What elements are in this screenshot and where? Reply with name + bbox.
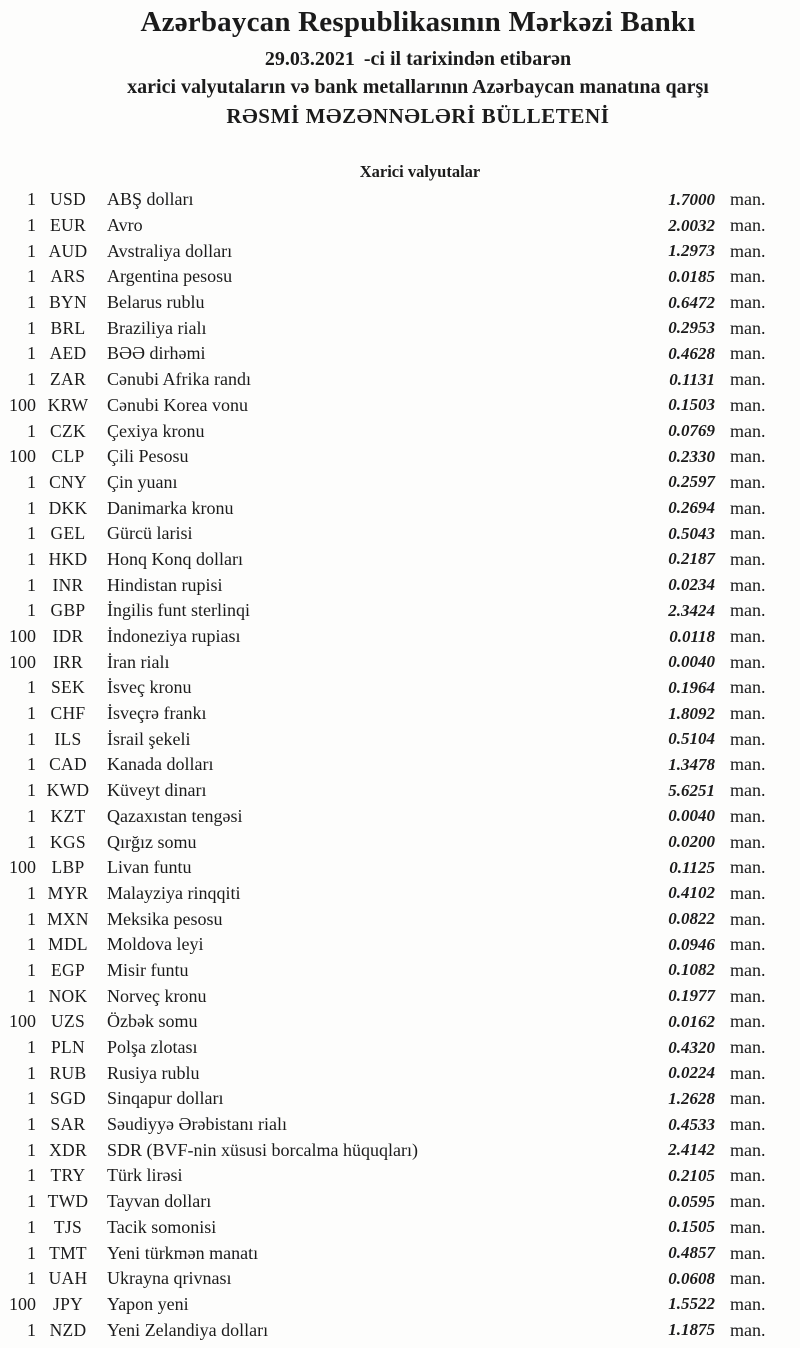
currency-quantity: 1 <box>27 420 36 441</box>
table-row <box>0 1086 800 1112</box>
section-title-foreign-currencies: Xarici valyutalar <box>359 162 481 181</box>
rate-unit: man. <box>730 831 766 852</box>
currency-rate: 1.3478 <box>668 754 715 774</box>
currency-name: Honq Konq dolları <box>107 548 243 569</box>
currency-quantity: 1 <box>27 548 36 569</box>
currency-code: KZT <box>50 805 86 826</box>
currency-name: Malayziya rinqqiti <box>107 882 241 903</box>
currency-name: SDR (BVF-nin xüsusi borcalma hüquqları) <box>107 1139 418 1160</box>
table-row <box>0 804 800 830</box>
currency-rate: 1.1875 <box>668 1320 715 1340</box>
table-row <box>0 983 800 1009</box>
currency-code: NZD <box>49 1319 87 1340</box>
currency-name: Gürcü larisi <box>107 523 193 544</box>
rate-unit: man. <box>730 626 766 647</box>
currency-code: KWD <box>46 780 90 801</box>
currency-quantity: 1 <box>27 497 36 518</box>
currency-code: GEL <box>50 523 86 544</box>
currency-quantity: 100 <box>9 626 36 647</box>
rate-unit: man. <box>730 548 766 569</box>
currency-code: XDR <box>49 1139 87 1160</box>
currency-name: Cənubi Afrika randı <box>107 369 251 390</box>
rate-unit: man. <box>730 523 766 544</box>
table-row <box>0 1215 800 1241</box>
currency-name: Çili Pesosu <box>107 446 189 467</box>
currency-quantity: 1 <box>27 292 36 313</box>
currency-quantity: 100 <box>9 651 36 672</box>
currency-name: Çin yuanı <box>107 471 178 492</box>
table-row <box>0 444 800 470</box>
rate-unit: man. <box>730 1191 766 1212</box>
rate-unit: man. <box>730 394 766 415</box>
currency-rate: 0.0224 <box>668 1063 715 1083</box>
currency-name: Tacik somonisi <box>107 1216 217 1237</box>
currency-name: Yeni Zelandiya dolları <box>107 1319 269 1340</box>
rate-unit: man. <box>730 471 766 492</box>
currency-name: Kanada dolları <box>107 754 214 775</box>
rate-unit: man. <box>730 1037 766 1058</box>
currency-quantity: 1 <box>27 317 36 338</box>
currency-quantity: 1 <box>27 805 36 826</box>
currency-name: Avstraliya dolları <box>107 240 233 261</box>
table-row <box>0 1009 800 1035</box>
table-row <box>0 290 800 316</box>
currency-name: İsrail şekeli <box>107 728 191 749</box>
currency-name: Cənubi Korea vonu <box>107 394 248 415</box>
rate-unit: man. <box>730 240 766 261</box>
table-row <box>0 1060 800 1086</box>
currency-code: AED <box>49 343 87 364</box>
table-row <box>0 829 800 855</box>
currency-rate: 0.1125 <box>669 857 715 877</box>
currency-quantity: 1 <box>27 523 36 544</box>
currency-quantity: 1 <box>27 908 36 929</box>
currency-rate: 0.6472 <box>668 292 715 312</box>
currency-quantity: 1 <box>27 1216 36 1237</box>
effective-date-line <box>18 48 800 71</box>
currency-quantity: 1 <box>27 343 36 364</box>
currency-name: Polşa zlotası <box>107 1037 198 1058</box>
rate-unit: man. <box>730 497 766 518</box>
currency-quantity: 1 <box>27 1191 36 1212</box>
currency-code: INR <box>52 574 84 595</box>
currency-code: GBP <box>50 600 86 621</box>
currency-rate: 0.1082 <box>668 960 715 980</box>
currency-name: Tayvan dolları <box>107 1191 212 1212</box>
currency-code: UAH <box>48 1268 88 1289</box>
table-row <box>0 1292 800 1318</box>
currency-name: Özbək somu <box>107 1011 198 1032</box>
currency-rate: 0.0595 <box>668 1191 715 1211</box>
currency-code: ZAR <box>50 369 86 390</box>
table-row <box>0 932 800 958</box>
currency-code: HKD <box>48 548 88 569</box>
table-row <box>0 624 800 650</box>
rate-unit: man. <box>730 677 766 698</box>
currency-rate: 0.0608 <box>668 1268 715 1288</box>
effective-date-suffix: -ci il tarixindən etibarən <box>363 48 572 70</box>
rate-unit: man. <box>730 1011 766 1032</box>
currency-code: SAR <box>50 1114 86 1135</box>
currency-rate: 0.1505 <box>668 1217 715 1237</box>
currency-rate: 1.7000 <box>668 189 715 209</box>
currency-name: Meksika pesosu <box>107 908 223 929</box>
currency-code: UZS <box>51 1011 85 1032</box>
currency-code: KGS <box>50 831 86 852</box>
currency-quantity: 1 <box>27 882 36 903</box>
currency-quantity: 1 <box>27 471 36 492</box>
rate-unit: man. <box>730 959 766 980</box>
currency-name: ABŞ dolları <box>107 189 194 210</box>
bank-name-title: Azərbaycan Respublikasının Mərkəzi Bankı <box>140 6 696 38</box>
currency-rate: 2.3424 <box>668 600 715 620</box>
currency-name: Argentina pesosu <box>107 266 233 287</box>
currency-rate: 0.2105 <box>668 1165 715 1185</box>
currency-quantity: 1 <box>27 600 36 621</box>
currency-name: Misir funtu <box>107 959 189 980</box>
table-row <box>0 1137 800 1163</box>
table-row <box>0 521 800 547</box>
currency-table <box>0 187 800 1343</box>
currency-quantity: 100 <box>9 1293 36 1314</box>
currency-code: MDL <box>48 934 88 955</box>
table-row <box>0 906 800 932</box>
currency-quantity: 1 <box>27 1165 36 1186</box>
table-row <box>0 1112 800 1138</box>
rate-unit: man. <box>730 266 766 287</box>
currency-code: IDR <box>52 626 84 647</box>
currency-name: Rusiya rublu <box>107 1062 200 1083</box>
currency-code: NOK <box>48 985 88 1006</box>
currency-quantity: 1 <box>27 1037 36 1058</box>
currency-rate: 0.4533 <box>668 1114 715 1134</box>
currency-quantity: 100 <box>9 446 36 467</box>
currency-quantity: 1 <box>27 959 36 980</box>
currency-rate: 0.2597 <box>668 472 715 492</box>
table-row <box>0 572 800 598</box>
currency-code: JPY <box>52 1293 84 1314</box>
rate-unit: man. <box>730 934 766 955</box>
currency-quantity: 100 <box>9 394 36 415</box>
currency-quantity: 1 <box>27 1088 36 1109</box>
currency-rate: 2.4142 <box>668 1140 715 1160</box>
currency-name: Norveç kronu <box>107 985 207 1006</box>
currency-rate: 0.1964 <box>668 677 715 697</box>
currency-code: EGP <box>51 959 85 980</box>
table-row <box>0 341 800 367</box>
currency-quantity: 1 <box>27 266 36 287</box>
currency-code: MXN <box>47 908 89 929</box>
table-row <box>0 881 800 907</box>
currency-name: Küveyt dinarı <box>107 780 207 801</box>
table-row <box>0 1163 800 1189</box>
currency-rate: 0.2187 <box>668 549 715 569</box>
rate-unit: man. <box>730 754 766 775</box>
rate-unit: man. <box>730 1216 766 1237</box>
currency-rate: 5.6251 <box>668 780 715 800</box>
currency-code: MYR <box>47 882 89 903</box>
currency-rate: 0.4857 <box>668 1243 715 1263</box>
currency-code: RUB <box>49 1062 87 1083</box>
currency-name: Qazaxıstan tengəsi <box>107 805 243 826</box>
rate-unit: man. <box>730 805 766 826</box>
table-row <box>0 393 800 419</box>
rate-unit: man. <box>730 908 766 929</box>
table-row <box>0 1189 800 1215</box>
currency-name: Danimarka kronu <box>107 497 234 518</box>
rate-unit: man. <box>730 446 766 467</box>
table-row <box>0 264 800 290</box>
rate-unit: man. <box>730 1242 766 1263</box>
rate-unit: man. <box>730 574 766 595</box>
currency-rate: 0.2330 <box>668 446 715 466</box>
rate-unit: man. <box>730 292 766 313</box>
currency-quantity: 1 <box>27 1139 36 1160</box>
currency-rate: 0.0946 <box>668 934 715 954</box>
currency-code: TJS <box>53 1216 83 1237</box>
bulletin-subtitle: xarici valyutaların və bank metallarının Azərbaycan manatına qarşı <box>127 76 709 98</box>
rate-unit: man. <box>730 1088 766 1109</box>
currency-rate: 1.5522 <box>668 1294 715 1314</box>
table-row <box>0 367 800 393</box>
currency-code: AUD <box>48 240 88 261</box>
currency-rate: 1.2973 <box>668 241 715 261</box>
rate-unit: man. <box>730 728 766 749</box>
rate-unit: man. <box>730 857 766 878</box>
currency-code: LBP <box>51 857 85 878</box>
currency-quantity: 100 <box>9 1011 36 1032</box>
currency-code: DKK <box>48 497 88 518</box>
currency-rate: 0.4320 <box>668 1037 715 1057</box>
currency-quantity: 100 <box>9 857 36 878</box>
rate-unit: man. <box>730 189 766 210</box>
currency-code: SGD <box>50 1088 86 1109</box>
currency-quantity: 1 <box>27 574 36 595</box>
bulletin-title: RƏSMİ MƏZƏNNƏLƏRİ BÜLLETENİ <box>226 104 610 128</box>
currency-code: TMT <box>49 1242 87 1263</box>
currency-quantity: 1 <box>27 189 36 210</box>
currency-rate: 0.1131 <box>669 369 715 389</box>
currency-name: Çexiya kronu <box>107 420 205 441</box>
currency-code: KRW <box>47 394 89 415</box>
currency-rate: 1.2628 <box>668 1088 715 1108</box>
currency-rate: 0.2694 <box>668 498 715 518</box>
currency-rate: 0.0040 <box>668 806 715 826</box>
currency-rate: 0.0162 <box>668 1011 715 1031</box>
currency-rate: 0.1977 <box>668 986 715 1006</box>
rate-unit: man. <box>730 703 766 724</box>
currency-quantity: 1 <box>27 985 36 1006</box>
currency-rate: 0.4102 <box>668 883 715 903</box>
table-row <box>0 470 800 496</box>
currency-quantity: 1 <box>27 369 36 390</box>
table-row <box>0 778 800 804</box>
currency-name: İran rialı <box>107 651 170 672</box>
rate-unit: man. <box>730 1293 766 1314</box>
table-row <box>0 649 800 675</box>
currency-code: IRR <box>52 651 84 672</box>
currency-quantity: 1 <box>27 1114 36 1135</box>
currency-quantity: 1 <box>27 703 36 724</box>
currency-name: Livan funtu <box>107 857 192 878</box>
currency-name: İndoneziya rupiası <box>107 626 241 647</box>
currency-quantity: 1 <box>27 780 36 801</box>
currency-name: Səudiyyə Ərəbistanı rialı <box>107 1114 287 1135</box>
currency-name: Qırğız somu <box>107 831 197 852</box>
currency-name: Türk lirəsi <box>107 1165 183 1186</box>
table-row <box>0 238 800 264</box>
currency-code: CLP <box>51 446 85 467</box>
currency-rate: 1.8092 <box>668 703 715 723</box>
table-row <box>0 701 800 727</box>
table-row <box>0 1035 800 1061</box>
table-row <box>0 315 800 341</box>
currency-rate: 0.0234 <box>668 575 715 595</box>
rate-unit: man. <box>730 369 766 390</box>
table-row <box>0 495 800 521</box>
currency-rate: 0.0040 <box>668 652 715 672</box>
table-row <box>0 547 800 573</box>
table-row <box>0 598 800 624</box>
currency-code: CAD <box>49 754 87 775</box>
rate-unit: man. <box>730 1114 766 1135</box>
table-row <box>0 855 800 881</box>
rate-unit: man. <box>730 651 766 672</box>
currency-quantity: 1 <box>27 677 36 698</box>
currency-quantity: 1 <box>27 215 36 236</box>
currency-quantity: 1 <box>27 728 36 749</box>
table-row <box>0 752 800 778</box>
currency-name: İngilis funt sterlinqi <box>107 600 250 621</box>
currency-rate: 0.0200 <box>668 832 715 852</box>
table-row <box>0 418 800 444</box>
currency-name: Ukrayna qrivnası <box>107 1268 232 1289</box>
currency-name: Braziliya rialı <box>107 317 207 338</box>
currency-name: Yapon yeni <box>107 1293 189 1314</box>
currency-rate: 0.0185 <box>668 266 715 286</box>
table-row <box>0 1266 800 1292</box>
currency-quantity: 1 <box>27 934 36 955</box>
rate-unit: man. <box>730 1062 766 1083</box>
rate-unit: man. <box>730 1139 766 1160</box>
currency-rate: 0.0769 <box>668 421 715 441</box>
currency-name: İsveç kronu <box>107 677 192 698</box>
rate-unit: man. <box>730 215 766 236</box>
currency-code: CHF <box>50 703 86 724</box>
rate-unit: man. <box>730 1268 766 1289</box>
currency-rate: 0.0118 <box>669 626 715 646</box>
currency-quantity: 1 <box>27 1268 36 1289</box>
currency-quantity: 1 <box>27 754 36 775</box>
currency-quantity: 1 <box>27 1242 36 1263</box>
currency-quantity: 1 <box>27 1062 36 1083</box>
rate-unit: man. <box>730 420 766 441</box>
rate-unit: man. <box>730 882 766 903</box>
currency-code: PLN <box>51 1037 85 1058</box>
rate-unit: man. <box>730 343 766 364</box>
currency-code: BRL <box>50 317 86 338</box>
currency-quantity: 1 <box>27 240 36 261</box>
currency-name: Avro <box>107 215 143 236</box>
currency-code: SEK <box>51 677 85 698</box>
currency-code: TRY <box>50 1165 86 1186</box>
currency-quantity: 1 <box>27 831 36 852</box>
currency-rate: 0.5043 <box>668 523 715 543</box>
currency-name: Moldova leyi <box>107 934 204 955</box>
rate-unit: man. <box>730 1319 766 1340</box>
currency-name: BƏƏ dirhəmi <box>107 343 206 364</box>
effective-date: 29.03.2021 <box>264 48 355 70</box>
currency-rate: 0.4628 <box>668 343 715 363</box>
rate-unit: man. <box>730 985 766 1006</box>
currency-rate: 0.0822 <box>668 909 715 929</box>
currency-rate: 0.1503 <box>668 395 715 415</box>
table-row <box>0 213 800 239</box>
currency-code: ILS <box>54 728 82 749</box>
currency-name: Hindistan rupisi <box>107 574 223 595</box>
currency-code: ARS <box>50 266 86 287</box>
table-row <box>0 675 800 701</box>
table-row <box>0 726 800 752</box>
currency-code: CZK <box>50 420 86 441</box>
table-row <box>0 958 800 984</box>
rate-unit: man. <box>730 780 766 801</box>
currency-name: Yeni türkmən manatı <box>107 1242 259 1263</box>
rate-unit: man. <box>730 600 766 621</box>
currency-quantity: 1 <box>27 1319 36 1340</box>
currency-code: EUR <box>50 215 86 236</box>
currency-name: Sinqapur dolları <box>107 1088 224 1109</box>
currency-code: BYN <box>49 292 87 313</box>
currency-rate: 0.5104 <box>668 729 715 749</box>
table-row <box>0 1317 800 1343</box>
table-row <box>0 187 800 213</box>
currency-name: İsveçrə frankı <box>107 703 207 724</box>
currency-name: Belarus rublu <box>107 292 205 313</box>
table-row <box>0 1240 800 1266</box>
currency-rate: 2.0032 <box>668 215 715 235</box>
rate-unit: man. <box>730 1165 766 1186</box>
rate-unit: man. <box>730 317 766 338</box>
currency-rate: 0.2953 <box>668 318 715 338</box>
currency-code: USD <box>50 189 86 210</box>
currency-code: CNY <box>49 471 87 492</box>
currency-code: TWD <box>47 1191 89 1212</box>
